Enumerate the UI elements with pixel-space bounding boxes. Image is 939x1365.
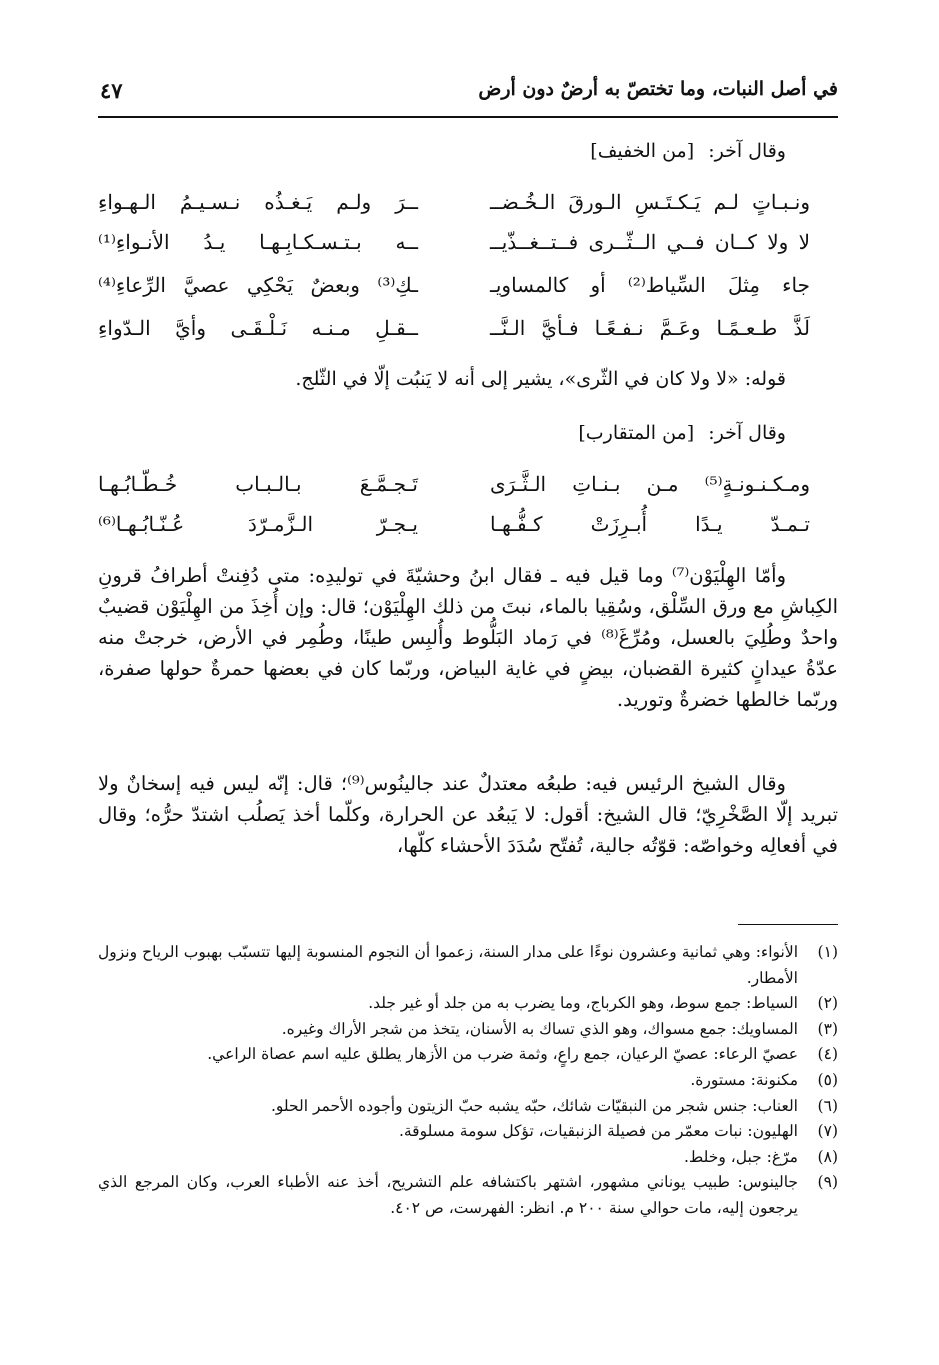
verse-second-hemistich: يـجـرّ الـزَّمـرّدَ عُـنّـابُـهـا⁽⁶⁾ <box>98 512 418 536</box>
verse-first-hemistich: جاء مِثلَ السِّياط⁽²⁾ أو كالمساويـ <box>490 273 810 297</box>
footnote-number: (٣) <box>817 1019 838 1038</box>
header-rule <box>98 116 838 118</box>
footnote-text: عصيّ الرعاء: عصيّ الرعيان، جمع راعٍ، وثمة ضرب من الأزهار يطلق عليه اسم عصاة الراعي. <box>207 1045 798 1064</box>
poem1-meter: [من الخفيف] <box>590 140 695 162</box>
footnote <box>98 1145 838 1171</box>
footnote-text: الهليون: نبات معمّر من فصيلة الزنبقيات، تؤكل سومة مسلوقة. <box>398 1122 798 1141</box>
poem2-intro <box>578 422 786 444</box>
body-paragraph: وأمّا الهِلْيَوْن⁽⁷⁾ وما قيل فيه ـ فقال ابنُ وحشيّةَ في توليدِه: متى دُفِنتْ أطرافُ قرونِ الكِباشِ مع ورق السِّلْق، وسُقِيا بالماء، نبتَ من ذلك الهِلْيَوْن؛ قال: وإن أُخِذَ من الهِلْيَوْن قضيبٌ واحدٌ وطُلِيَ بالعسل، ومُرِّغَ⁽⁸⁾ في رَماد البَلُّوط وأُلبِس طينًا، وطُمِر في الأرض، خرجتْ منه عدّةُ عيدانٍ كثيرة القضبان، بيضٍ في غاية البياض، وربّما كان في بعضها حمرةٌ حولها صفرة، وربّما خالطها خضرةٌ وتوريد. <box>98 564 838 711</box>
verse-first-hemistich: ومـكـنـونـةٍ⁽⁵⁾ مـن بـنـاتِ الـثَّـرَى <box>490 472 810 496</box>
footnote-text: المساويك: جمع مسواك، وهو الذي تساك به الأسنان، يتخذ من شجر الأراك وغيره. <box>281 1019 798 1038</box>
footnote <box>98 1042 838 1068</box>
footnote-text: العناب: جنس شجر من النبقيّات شائك، حبّه يشبه حبّ الزيتون وأجوده الأحمر الحلو. <box>270 1096 798 1115</box>
footnote-number: (٥) <box>817 1070 838 1089</box>
verse-second-hemistich: تَـجـمَّـعَ بـالـبـاب خُـطّـابُـهـا <box>98 472 418 496</box>
verse-second-hemistich: ـكِ⁽³⁾ وبعضٌ يَحْكِي عصيَّ الرِّعاءِ⁽⁴⁾ <box>98 273 418 297</box>
page-number: ٤٧ <box>100 78 123 103</box>
footnote-number: (٦) <box>817 1096 838 1115</box>
footnote-rule <box>738 924 838 925</box>
verse-first-hemistich: ونـبـاتٍ لـم يَـكـتَـسِ الـورقَ الـخُـضــ <box>490 190 810 214</box>
footnotes <box>98 940 838 1222</box>
verse-first-hemistich: لا ولا كــان فــي الــثّــرى فــتــغــذّيــ <box>490 230 810 254</box>
footnote <box>98 1068 838 1094</box>
footnote-text: مكنونة: مستورة. <box>690 1070 798 1089</box>
poem2-intro-label: وقال آخر: <box>708 422 786 444</box>
verse-commentary: قوله: «لا ولا كان في الثّرى»، يشير إلى أنه لا يَنبُت إلّا في الثّلج. <box>295 368 786 390</box>
poem1-verse <box>98 273 810 303</box>
book-page <box>98 78 838 1217</box>
footnote-number: (٧) <box>817 1122 838 1141</box>
footnote-number: (١) <box>817 943 838 961</box>
footnote <box>98 1170 838 1221</box>
poem1-verse <box>98 316 810 346</box>
footnote <box>98 1094 838 1120</box>
poem2-meter: [من المتقارب] <box>578 422 695 444</box>
footnote <box>98 991 838 1017</box>
verse-second-hemistich: ــرَ ولـم يَـغـذُه نـسـيـمُ الـهـواءِ <box>98 190 418 214</box>
verse-second-hemistich: ــه بـتـسـكـابِـهـا يـدُ الأنـواءِ⁽¹⁾ <box>98 230 418 254</box>
poem1-intro-label: وقال آخر: <box>708 140 786 162</box>
footnote <box>98 1119 838 1145</box>
poem1-verse <box>98 230 810 260</box>
verse-second-hemistich: ــقـلِ مـنـه نَـلْـقَـى وأيَّ الـدّواءِ <box>98 316 418 340</box>
footnote-number: (٨) <box>817 1147 838 1166</box>
footnote-text: جالينوس: طبيب يوناني مشهور، اشتهر باكتشافه علم التشريح، أخذ عنه الأطباء العرب، وكان المرجع الذي يرجعون إليه، مات حوالي سنة ٢٠٠ م. انظر: الفهرست، ص ٤٠٢. <box>98 1173 798 1217</box>
footnote-number: (٤) <box>817 1045 838 1064</box>
running-title: في أصل النبات، وما تختصّ به أرضٌ دون أرض <box>478 78 838 100</box>
footnote-number: (٩) <box>817 1173 838 1192</box>
running-header <box>98 78 838 112</box>
body-paragraph: وقال الشيخ الرئيس فيه: طبعُه معتدلٌ عند جالينُوس⁽⁹⁾؛ قال: إنّه ليس فيه إسخانٌ ولا تبريد إلّا الصَّخْرِيّ؛ قال الشيخ: أقول: لا يَبعُد عن الحرارة، وكلّما أخذ يَصلُب اشتدّ حرُّه؛ وقال في أفعالِه وخواصّه: قوّتُه جالية، تُفتّح سُدَدَ الأحشاء كلّها، <box>98 772 838 857</box>
verse-first-hemistich: لَذَّ طـعـمًـا وعَـمَّ نـفـعًـا فـأيَّ الـنَّــ <box>490 316 810 340</box>
footnote-text: مرّغ: جبل، وخلط. <box>683 1147 798 1166</box>
footnote <box>98 1017 838 1043</box>
poem2-verse <box>98 512 810 542</box>
poem2-verse <box>98 472 810 502</box>
footnote-text: الأنواء: وهي ثمانية وعشرون نوءًا على مدار السنة، زعموا أن النجوم المنسوبة إليها تتسبّب بهبوب الرياح ونزول الأمطار. <box>98 943 798 987</box>
footnote-number: (٢) <box>817 994 838 1013</box>
poem1-intro <box>590 140 786 162</box>
footnote <box>98 940 838 991</box>
verse-first-hemistich: تـمـدّ يـدًا أُبـرِزَتْ كـفُّـهـا <box>490 512 810 536</box>
footnote-text: السياط: جمع سوط، وهو الكرباج، وما يضرب به من جلد أو غير جلد. <box>368 994 798 1013</box>
poem1-verse <box>98 190 810 220</box>
